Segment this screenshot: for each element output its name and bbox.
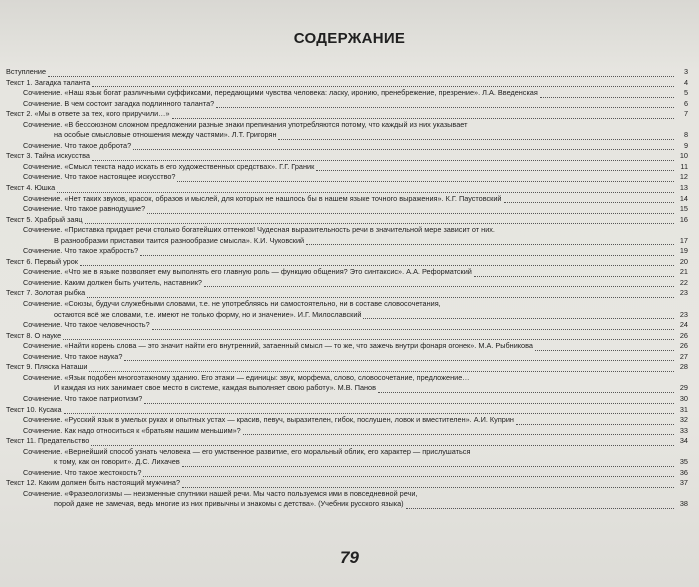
toc-essay-row (6, 98, 688, 110)
toc-page-number: 19 (679, 246, 688, 256)
toc-page-number: 10 (679, 151, 688, 161)
toc-page-number: 38 (679, 499, 688, 509)
dotted-leader (216, 107, 674, 108)
toc-essay-row (6, 383, 688, 394)
toc-entry-text: остаются всё же словами, т.е. имеют не только форму, но и значение». И.Г. Милославский (54, 309, 362, 319)
toc-entry-text: Сочинение. «Что же в языке позволяет ему выполнять его главную роль — функцию общения? Это синтаксис». А.А. Реформатский (23, 267, 472, 277)
toc-entry-text: Текст 2. «Мы в ответе за тех, кого приручили…» (6, 109, 170, 119)
toc-page-number: 31 (679, 404, 688, 414)
toc-entry-text: Сочинение. «Вернейший способ узнать человека — его умственное развитие, его моральный облик, его характер — прислушаться (23, 446, 471, 456)
toc-chapter-row (6, 151, 688, 162)
toc-page-number: 15 (679, 204, 688, 214)
toc-essay-row (6, 225, 682, 236)
dotted-leader (124, 360, 674, 361)
toc-chapter-row (6, 214, 688, 226)
toc-chapter-row (6, 288, 688, 299)
toc-page-number: 26 (679, 341, 688, 351)
toc-page-number: 5 (683, 88, 688, 98)
toc-page-number: 23 (679, 288, 688, 298)
toc-essay-row (6, 235, 688, 247)
toc-entry-text: Сочинение. «Наш язык богат различными суффиксами, передающими чувства человека: ласку, иронию, пренебрежение, презрение». Л.А. Введенская (23, 88, 538, 98)
dotted-leader (474, 276, 674, 277)
toc-entry-text: Сочинение. «Найти корень слова — это значит найти его внутренний, затаенный смысл — то же, что зажечь внутри фонаря огонек». М.А. Рыбникова (23, 341, 533, 351)
toc-entry-text: Сочинение. Что такое патриотизм? (23, 393, 143, 403)
dotted-leader (535, 350, 674, 351)
toc-page-number: 32 (679, 415, 688, 425)
toc-entry-text: Текст 12. Каким должен быть настоящий мужчина? (6, 478, 181, 488)
toc-page-number: 12 (679, 172, 688, 182)
dotted-leader (516, 424, 674, 425)
dotted-leader (243, 434, 674, 435)
toc-essay-row (6, 393, 688, 405)
toc-chapter-row (6, 109, 688, 120)
toc-page-number: 27 (679, 351, 688, 361)
toc-page-number: 37 (679, 478, 688, 488)
dotted-leader (48, 76, 674, 77)
toc-chapter-row (6, 436, 688, 447)
dotted-leader (147, 213, 674, 214)
toc-page-number: 16 (679, 214, 688, 224)
toc-entry-text: Сочинение. «Приставка придает речи столько богатейших оттенков! Чудесная выразительность речи в значительной мере зависит от них. (23, 225, 495, 235)
toc-entry-text: Текст 3. Тайна искусства (6, 151, 90, 161)
toc-page-number: 13 (679, 183, 688, 193)
toc-essay-row (6, 161, 688, 173)
dotted-leader (143, 476, 674, 477)
toc-entry-text: Сочинение. «Нет таких звуков, красок, образов и мыслей, для которых не нашлось бы в нашем языке точного выражения». К.Г. Паустовский (23, 193, 502, 203)
toc-entry-text: Сочинение. Что такое равнодушие? (23, 204, 146, 214)
toc-entry-text: Сочинение. В чем состоит загадка подлинного таланта? (23, 98, 215, 108)
dotted-leader (87, 297, 674, 298)
toc-page-number: 36 (679, 467, 688, 477)
toc-entry-text: Сочинение. Что такое доброта? (23, 140, 132, 150)
dotted-leader (316, 170, 674, 171)
dotted-leader (378, 392, 674, 393)
toc-entry-text: Сочинение. «Союзы, будучи служебными словами, т.е. не употребляясь ни самостоятельно, ни в составе словосочетания, (23, 299, 441, 309)
toc-essay-row (6, 140, 688, 152)
toc-essay-row (6, 415, 688, 426)
toc-page-number: 28 (679, 362, 688, 372)
toc-page-number: 30 (679, 393, 688, 403)
toc-chapter-row (6, 67, 688, 78)
toc-essay-row (6, 309, 688, 321)
toc-entry-text: Текст 6. Первый урок (6, 256, 78, 266)
toc-entry-text: В разнообразии приставки таится разнообразие смысла». К.И. Чуковский (54, 235, 305, 245)
toc-essay-row (6, 467, 688, 479)
toc-essay-row (6, 193, 688, 205)
toc-page-number: 35 (679, 457, 688, 467)
toc-page-number: 7 (683, 109, 688, 119)
toc-entry-text: Вступление (6, 67, 47, 76)
toc-entry-text: Сочинение. Что такое человечность? (23, 320, 150, 330)
toc-page-number: 22 (679, 277, 688, 287)
toc-chapter-row (6, 404, 688, 416)
dotted-leader (144, 403, 674, 404)
toc-page-number: 33 (679, 425, 688, 435)
dotted-leader (92, 86, 674, 87)
dotted-leader (57, 192, 674, 193)
toc-essay-row (6, 267, 688, 278)
dotted-leader (91, 445, 674, 446)
toc-essay-row (6, 299, 682, 310)
dotted-leader (80, 265, 674, 266)
toc-essay-row (6, 373, 682, 384)
dotted-leader (306, 244, 674, 245)
toc-essay-row (6, 457, 688, 468)
toc-chapter-row (6, 77, 688, 89)
toc-page-number: 24 (679, 320, 688, 330)
toc-page-number: 11 (680, 161, 688, 171)
dotted-leader (363, 318, 674, 319)
toc-entry-text: Сочинение. «Смысл текста надо искать в его художественных средствах». Г.Г. Граник (23, 161, 315, 171)
toc-chapter-row (6, 330, 688, 342)
toc-page-number: 34 (679, 436, 688, 446)
toc-page-number: 3 (683, 67, 688, 76)
dotted-leader (278, 139, 674, 140)
dotted-leader (504, 202, 674, 203)
dotted-leader (172, 118, 674, 119)
toc-page-number: 6 (683, 98, 688, 108)
toc-essay-row (6, 120, 682, 131)
toc-entry-text: Текст 11. Предательство (6, 436, 90, 446)
toc-essay-row (6, 351, 688, 363)
dotted-leader (182, 466, 674, 467)
toc-entry-text: Сочинение. Что такое жестокость? (23, 467, 142, 477)
page-title: СОДЕРЖАНИЕ (293, 30, 406, 47)
toc-page-number: 14 (679, 193, 688, 203)
dotted-leader (89, 371, 674, 372)
dotted-leader (140, 255, 674, 256)
toc-essay-row (6, 172, 688, 183)
toc-entry-text: Текст 5. Храбрый заяц (6, 214, 83, 224)
toc-chapter-row (6, 362, 688, 373)
toc-page-number: 8 (683, 130, 688, 140)
dotted-leader (85, 223, 674, 224)
toc-essay-row (6, 341, 688, 352)
toc-entry-text: И каждая из них занимает свое место в системе, каждая выполняет свою работу». М.В. Панов (54, 383, 376, 393)
dotted-leader (182, 487, 674, 488)
toc-essay-row (6, 425, 688, 437)
toc-page-number: 23 (679, 309, 688, 319)
toc-entry-text: Сочинение. «В бессоюзном сложном предложении разные знаки препинания употребляются потому, что каждый из них указывает (23, 119, 468, 129)
toc-entry-text: Сочинение. Что такое настоящее искусство? (23, 172, 176, 182)
dotted-leader (177, 181, 674, 182)
toc-page-number: 29 (679, 383, 688, 393)
toc-entry-text: Сочинение. «Русский язык в умелых руках и опытных устах — красив, певуч, выразителен, гибок, послушен, ловок и вместителен». А.И. Куприн (23, 415, 514, 425)
toc-page-number: 21 (679, 267, 688, 277)
toc-essay-row (6, 130, 688, 141)
toc-entry-text: Текст 7. Золотая рыбка (6, 288, 86, 298)
toc-essay-row (6, 320, 688, 331)
toc-page-number: 17 (679, 235, 688, 245)
toc-chapter-row (6, 256, 688, 268)
toc-chapter-row (6, 478, 688, 489)
toc-entry-text: Сочинение. «Язык подобен многоэтажному зданию. Его этажи — единицы: звук, морфема, слово, словосочетание, предложение… (23, 372, 470, 382)
toc-page-number: 20 (679, 256, 688, 266)
dotted-leader (204, 286, 674, 287)
toc-entry-text: Сочинение. Что такое храбрость? (23, 246, 139, 256)
dotted-leader (64, 413, 674, 414)
toc-entry-text: Сочинение. Что такое наука? (23, 351, 123, 361)
toc-essay-row (6, 447, 682, 458)
toc-chapter-row (6, 183, 688, 194)
toc-essay-row (6, 204, 688, 215)
toc-entry-text: к тому, как он говорит». Д.С. Лихачев (54, 457, 180, 467)
dotted-leader (406, 508, 674, 509)
page-number: 79 (340, 548, 359, 567)
dotted-leader (92, 160, 674, 161)
toc-entry-text: Сочинение. Как надо относиться к «братьям нашим меньшим»? (23, 425, 241, 435)
toc-entry-text: Сочинение. «Фразеологизмы — неизменные спутники нашей речи. Мы часто пользуемся ими в повседневной речи, (23, 488, 418, 498)
toc-entry-text: Текст 10. Кусака (6, 404, 62, 414)
toc-essay-row (6, 489, 682, 500)
dotted-leader (540, 97, 674, 98)
toc-page-number: 4 (683, 77, 688, 87)
toc-entry-text: Текст 9. Пляска Наташи (6, 362, 88, 372)
toc-essay-row (6, 499, 688, 510)
toc-essay-row (6, 246, 688, 257)
toc-entry-text: Текст 1. Загадка таланта (6, 77, 91, 87)
toc-essay-row (6, 277, 688, 289)
toc-entry-text: Сочинение. Каким должен быть учитель, наставник? (23, 277, 202, 287)
table-of-contents (6, 67, 688, 510)
toc-page-number: 9 (683, 140, 688, 150)
toc-essay-row (6, 88, 688, 99)
toc-entry-text: порой даже не замечая, ведь многие из них привычны и знакомы с детства». (Учебник русского языка) (54, 499, 404, 509)
toc-entry-text: на особые смысловые отношения между частями». Л.Т. Григорян (54, 130, 277, 140)
toc-entry-text: Текст 4. Юшка (6, 183, 56, 193)
dotted-leader (133, 149, 674, 150)
toc-page-number: 26 (679, 330, 688, 340)
dotted-leader (152, 329, 674, 330)
toc-entry-text: Текст 8. О науке (6, 330, 62, 340)
dotted-leader (63, 339, 674, 340)
